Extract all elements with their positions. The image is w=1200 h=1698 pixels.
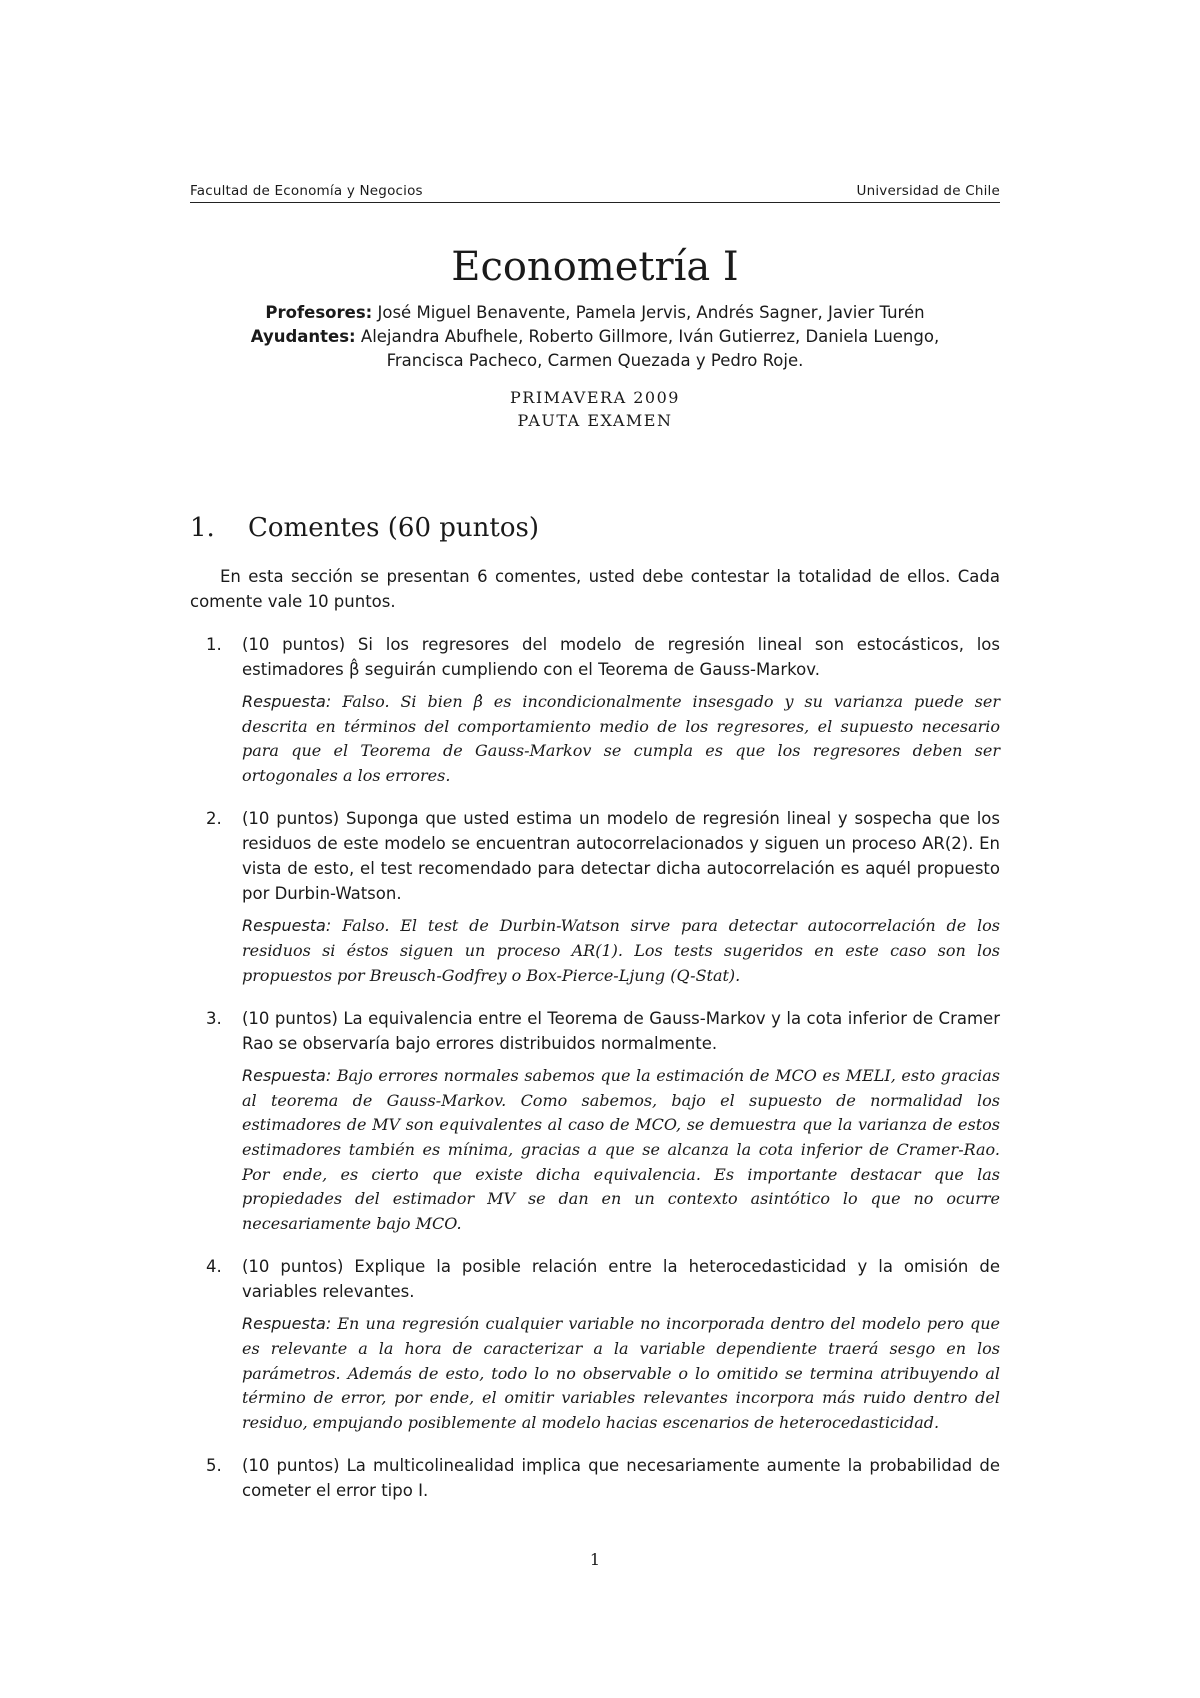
section-title: Comentes (60 puntos) bbox=[248, 513, 539, 543]
answer-label: Respuesta: bbox=[242, 1314, 332, 1334]
assistants-label: Ayudantes: bbox=[250, 327, 356, 346]
professors-line bbox=[190, 301, 1000, 325]
answer-text: Bajo errores normales sabemos que la estimación de MCO es MELI, esto gracias al teorema de Gauss-Markov. Como sabemos, bajo el supuesto de normalidad los estimadores de MV son equivalentes al caso de MCO, se demuestra que la varianza de estos estimadores también es mínima, gracias a que se alcanza la cota inferior de Cramer-Rao. Por ende, es cierto que existe dicha equivalencia. Es importante destacar que las propiedades del estimador MV se dan en un contexto asintótico lo que no ocurre necesariamente bajo MCO. bbox=[242, 1066, 1000, 1233]
item-number: 3. bbox=[206, 1009, 222, 1029]
item-number: 4. bbox=[206, 1257, 222, 1277]
staff-block bbox=[190, 301, 1000, 373]
document-title: Econometría I bbox=[451, 244, 739, 290]
answer-label: Respuesta: bbox=[242, 1066, 332, 1086]
answer-block bbox=[242, 1312, 1000, 1435]
list-item bbox=[190, 1453, 1000, 1503]
list-item bbox=[190, 632, 1000, 788]
answer-text: En una regresión cualquier variable no incorporada dentro del modelo pero que es relevante a la hora de caracterizar a la variable dependiente traerá sesgo en los parámetros. Además de esto, todo lo no observable o lo omitido se termina atribuyendo al término de error, por ende, el omitir variables relevantes incorpora más ruido dentro del residuo, empujando posiblemente al modelo hacias escenarios de heterocedasticidad. bbox=[242, 1314, 1000, 1432]
question-text: (10 puntos) La multicolinealidad implica que necesariamente aumente la probabilidad de cometer el error tipo I. bbox=[242, 1456, 1000, 1501]
answer-block bbox=[242, 690, 1000, 788]
university-name: Universidad de Chile bbox=[856, 183, 1000, 199]
running-header bbox=[190, 183, 1000, 203]
question-text: (10 puntos) La equivalencia entre el Teorema de Gauss-Markov y la cota inferior de Cramer Rao se observaría bajo errores distribuidos normalmente. bbox=[242, 1009, 1000, 1054]
answer-text: Falso. El test de Durbin-Watson sirve para detectar autocorrelación de los residuos si éstos siguen un proceso AR(1). Los tests sugeridos en este caso son los propuestos por Breusch-Godfrey o Box-Pierce-Ljung (Q-Stat). bbox=[242, 916, 1001, 985]
assistants-names-2: Francisca Pacheco, Carmen Quezada y Pedro Roje. bbox=[386, 351, 804, 370]
question-list bbox=[190, 632, 1000, 1521]
answer-text: Falso. Si bien β̂ es incondicionalmente insesgado y su varianza puede ser descrita en términos del comportamiento medio de los regresores, el supuesto necesario para que el Teorema de Gauss-Markov se cumpla es que los regresores deben ser ortogonales a los errores. bbox=[242, 692, 1000, 785]
item-number: 2. bbox=[206, 809, 222, 829]
page-number: 1 bbox=[589, 1550, 601, 1569]
list-item bbox=[190, 1254, 1000, 1435]
answer-label: Respuesta: bbox=[242, 916, 332, 936]
faculty-name: Facultad de Economía y Negocios bbox=[190, 183, 423, 199]
answer-block bbox=[242, 1064, 1000, 1236]
answer-block bbox=[242, 914, 1000, 988]
question-text: (10 puntos) Explique la posible relación entre la heterocedasticidad y la omisión de variables relevantes. bbox=[242, 1257, 1000, 1302]
semester: PRIMAVERA 2009 bbox=[510, 388, 680, 407]
assistants-line bbox=[190, 325, 1000, 349]
assistants-names-1: Alejandra Abufhele, Roberto Gillmore, Iván Gutierrez, Daniela Luengo, bbox=[360, 327, 940, 346]
section-number: 1. bbox=[190, 513, 215, 543]
question-text: (10 puntos) Si los regresores del modelo de regresión lineal son estocásticos, los estimadores β̂ seguirán cumpliendo con el Teorema de Gauss-Markov. bbox=[242, 635, 1000, 679]
section-intro: En esta sección se presentan 6 comentes, usted debe contestar la totalidad de ellos. Cada comente vale 10 puntos. bbox=[190, 567, 1000, 611]
question-text: (10 puntos) Suponga que usted estima un modelo de regresión lineal y sospecha que los residuos de este modelo se encuentran autocorrelacionados y siguen un proceso AR(2). En vista de esto, el test recomendado para detectar dicha autocorrelación es aquél propuesto por Durbin-Watson. bbox=[242, 809, 1000, 904]
section-heading bbox=[190, 513, 1000, 543]
professors-names: José Miguel Benavente, Pamela Jervis, Andrés Sagner, Javier Turén bbox=[377, 303, 925, 322]
item-number: 1. bbox=[206, 635, 222, 654]
item-number: 5. bbox=[206, 1456, 222, 1476]
term-block bbox=[190, 386, 1000, 432]
list-item bbox=[190, 806, 1000, 988]
answer-label: Respuesta: bbox=[242, 692, 332, 711]
list-item bbox=[190, 1006, 1000, 1236]
professors-label: Profesores: bbox=[265, 303, 373, 322]
exam-type: PAUTA EXAMEN bbox=[517, 411, 673, 430]
